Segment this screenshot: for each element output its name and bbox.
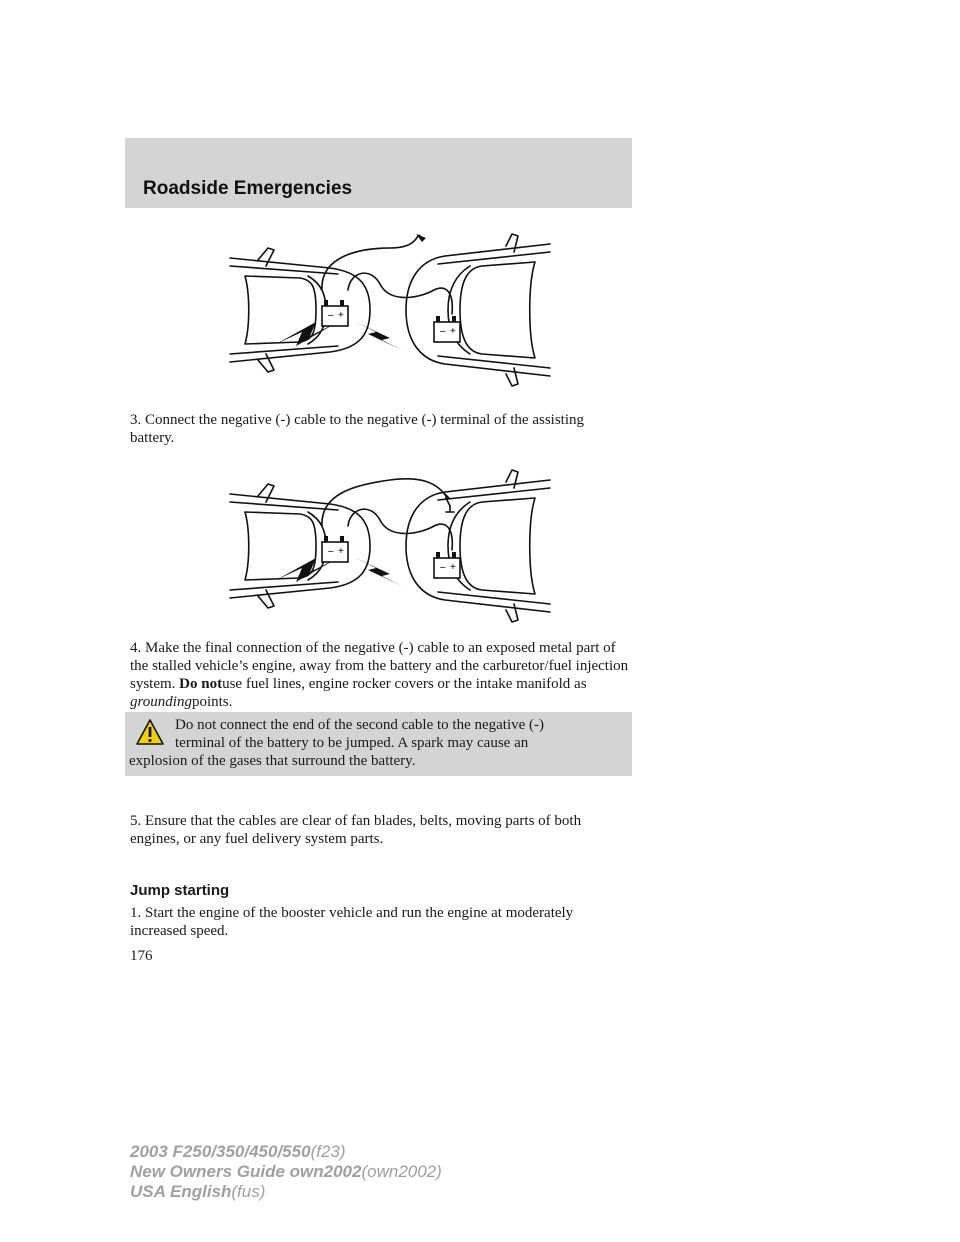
- jump-start-diagram-step-4: [220, 462, 560, 630]
- page-number: 176: [130, 948, 153, 964]
- svg-text:+: +: [450, 562, 456, 573]
- svg-text:–: –: [440, 562, 446, 573]
- warning-text: Do not connect the end of the second cable to the negative (-) terminal of the battery to be jumped. A spark may cause an explosion of the gases that surround the battery.: [129, 717, 545, 769]
- stalled-vehicle: [230, 258, 370, 362]
- booster-vehicle: [406, 244, 550, 376]
- jump-start-diagram-step-3: [220, 226, 560, 394]
- svg-text:–: –: [440, 326, 446, 337]
- jump-starting-heading: Jump starting: [130, 882, 230, 899]
- step-3-text: 3. Connect the negative (-) cable to the negative (-) terminal of the assisting battery.: [130, 412, 585, 446]
- section-title: Roadside Emergencies: [143, 178, 353, 199]
- jump-start-step-1-text: 1. Start the engine of the booster vehicle and run the engine at moderately increased speed.: [130, 905, 574, 939]
- stalled-battery: [322, 536, 348, 562]
- stalled-battery: [322, 300, 348, 326]
- warning-box: [125, 712, 632, 776]
- booster-battery: [434, 552, 460, 578]
- svg-text:+: +: [338, 310, 344, 321]
- svg-text:–: –: [328, 310, 334, 321]
- svg-text:–: –: [328, 546, 334, 557]
- booster-vehicle: [406, 480, 550, 612]
- section-header: [125, 138, 632, 208]
- step-4-text: 4. Make the final connection of the negative (-) cable to an exposed metal part of the stalled vehicle’s engine, away from the battery and the carburetor/fuel injection system. Do notuse fuel lines, engine rocker covers or the intake manifold as groundingpoints.: [130, 640, 629, 710]
- step-5-text: 5. Ensure that the cables are clear of fan blades, belts, moving parts of both engines, or any fuel delivery system parts.: [130, 813, 582, 847]
- svg-text:+: +: [450, 326, 456, 337]
- svg-text:+: +: [338, 546, 344, 557]
- booster-battery: [434, 316, 460, 342]
- stalled-vehicle: [230, 494, 370, 598]
- document-footer: 2003 F250/350/450/550(f23) New Owners Guide own2002(own2002) USA English(fus): [130, 1142, 442, 1201]
